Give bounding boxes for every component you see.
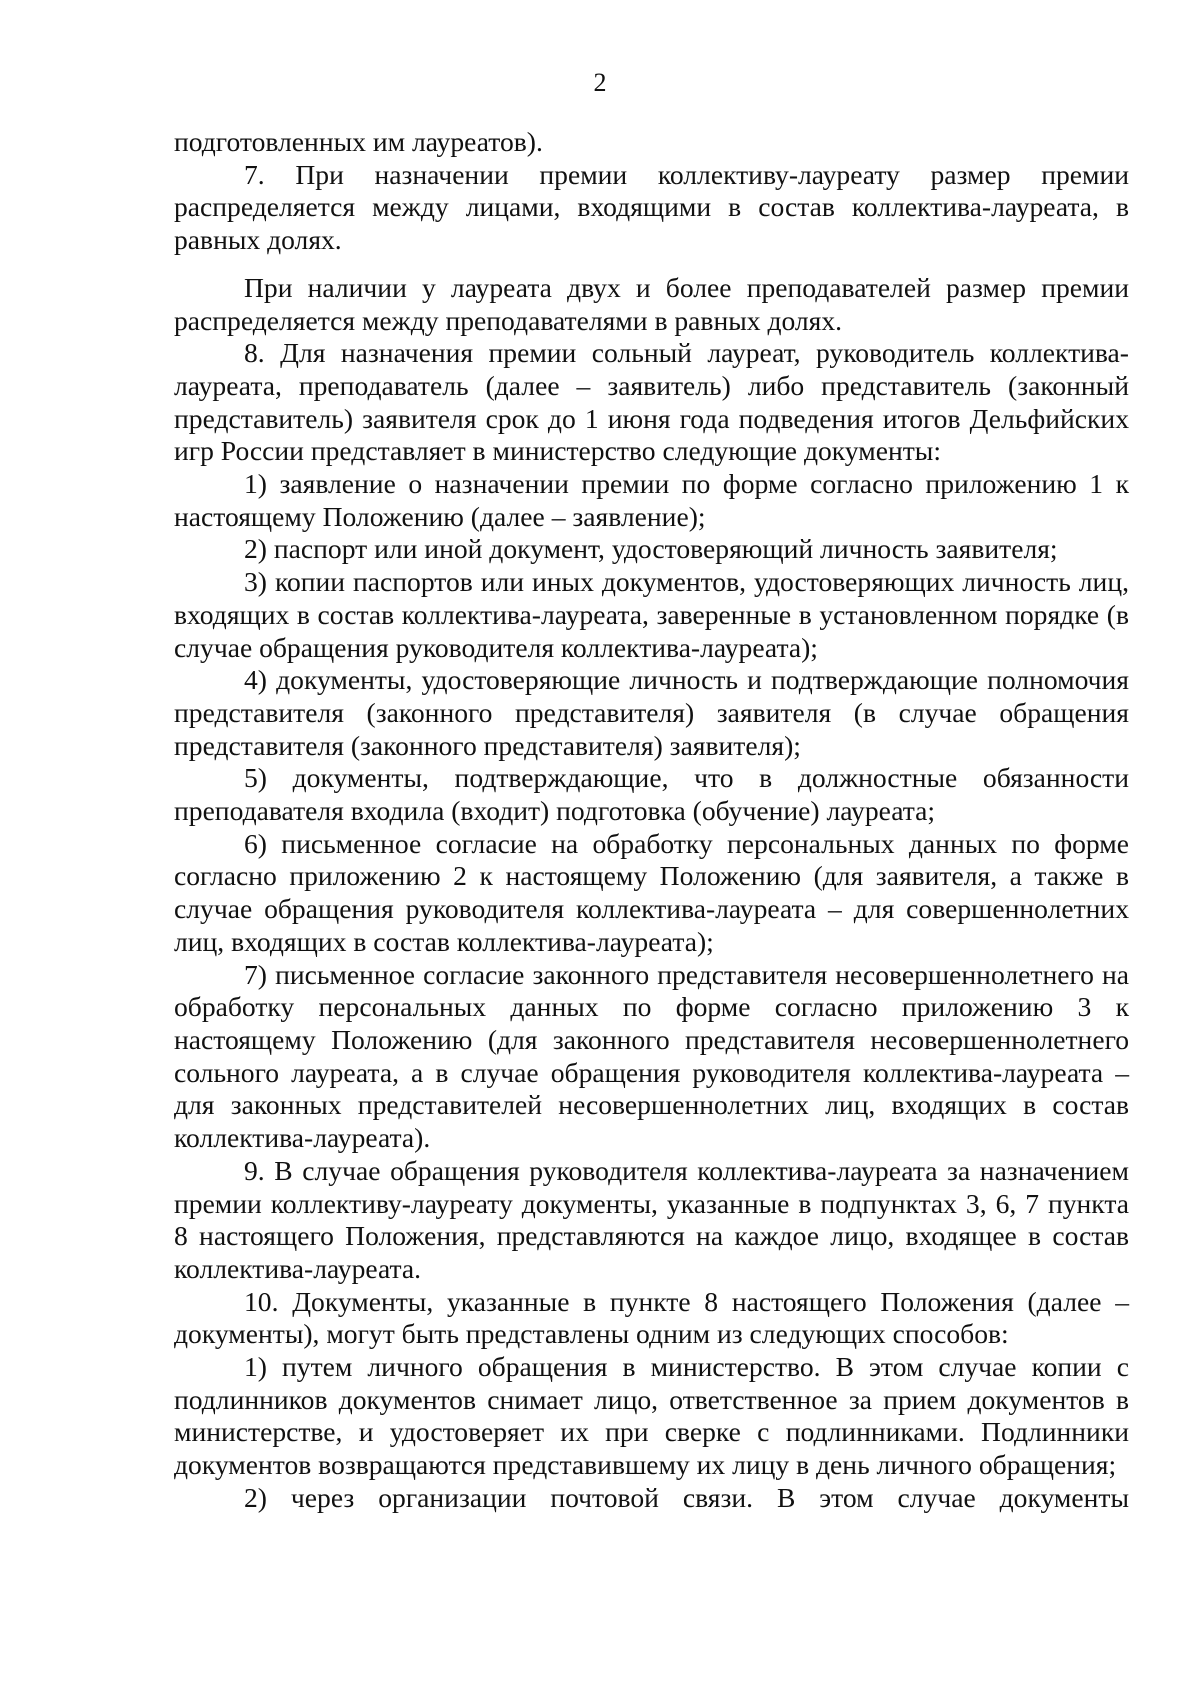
document-body xyxy=(174,126,1129,1515)
paragraph: 7. При назначении премии коллективу-лауреату размер премии распределяется между лицами, входящими в состав коллектива-лауреата, в равных долях. xyxy=(174,158,1129,256)
list-item: 2) через организации почтовой связи. В этом случае документы xyxy=(244,1481,1129,1513)
list-item: 1) заявление о назначении премии по форме согласно приложению 1 к настоящему Положению (далее – заявление); xyxy=(174,468,1129,532)
paragraph: подготовленных им лауреатов). xyxy=(174,126,543,157)
paragraph: При наличии у лауреата двух и более преподавателей размер премии распределяется между преподавателями в равных долях. xyxy=(174,271,1129,336)
page-number: 2 xyxy=(593,68,607,97)
paragraph: 8. Для назначения премии сольный лауреат, руководитель коллектива-лауреата, преподаватель (далее – заявитель) либо представитель (законный представитель) заявителя срок до 1 июня года подведения итогов Дельфийских игр России представляет в министерство следующие документы: xyxy=(174,337,1129,467)
paragraph: 10. Документы, указанные в пункте 8 настоящего Положения (далее – документы), могут быть представлены одним из следующих способов: xyxy=(174,1285,1129,1350)
list-item: 4) документы, удостоверяющие личность и подтверждающие полномочия представителя (законного представителя) заявителя (в случае обращения представителя (законного представителя) заявителя); xyxy=(174,664,1129,761)
list-item: 1) путем личного обращения в министерство. В этом случае копии с подлинников документов снимает лицо, ответственное за прием документов в министерстве, и удостоверяет их при сверке с подлинниками. Подлинники документов возвращаются представившему их лицу в день личного обращения; xyxy=(174,1351,1129,1481)
list-item: 3) копии паспортов или иных документов, удостоверяющих личность лиц, входящих в состав коллектива-лауреата, заверенные в установленном порядке (в случае обращения руководителя коллектива-лауреата); xyxy=(174,566,1129,663)
list-item: 2) паспорт или иной документ, удостоверяющий личность заявителя; xyxy=(244,533,1058,565)
list-item: 7) письменное согласие законного представителя несовершеннолетнего на обработку персональных данных по форме согласно приложению 3 к настоящему Положению (для законного представителя несовершеннолетнего сольного лауреата, а в случае обращения руководителя коллектива-лауреата – для законных представителей несовершеннолетних лиц, входящих в состав коллектива-лауреата). xyxy=(174,958,1129,1154)
list-item: 5) документы, подтверждающие, что в должностные обязанности преподавателя входила (входит) подготовка (обучение) лауреата; xyxy=(174,762,1129,827)
paragraph: 9. В случае обращения руководителя коллектива-лауреата за назначением премии коллективу-лауреату документы, указанные в подпунктах 3, 6, 7 пункта 8 настоящего Положения, представляются на каждое лицо, входящее в состав коллектива-лауреата. xyxy=(174,1154,1129,1284)
list-item: 6) письменное согласие на обработку персональных данных по форме согласно приложению 2 к настоящему Положению (для заявителя, а также в случае обращения руководителя коллектива-лауреата – для совершеннолетних лиц, входящих в состав коллектива-лауреата); xyxy=(174,827,1129,957)
